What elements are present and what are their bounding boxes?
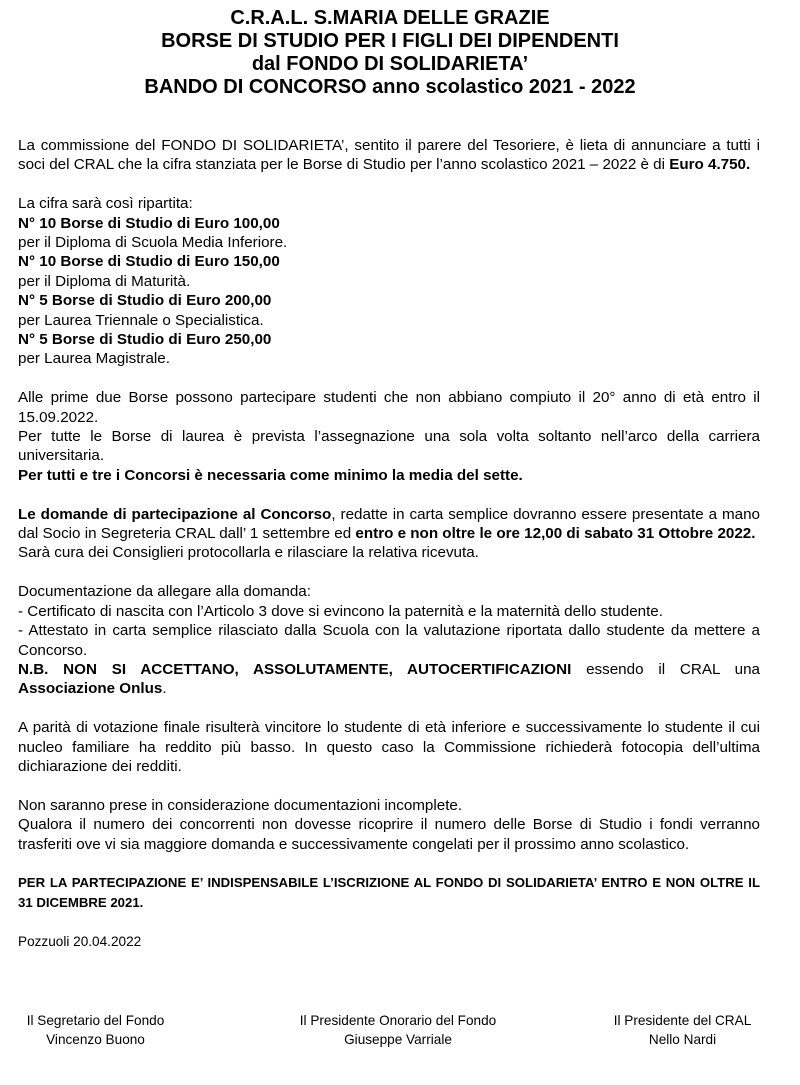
signature-secretary — [18, 1011, 173, 1049]
application-lead: Le domande di partecipazione al Concorso — [18, 505, 332, 523]
signature-role: Il Segretario del Fondo — [26, 1013, 165, 1028]
scholarship-description: per il Diploma di Scuola Media Inferiore. — [18, 234, 288, 252]
scholarship-description: per Laurea Triennale o Specialistica. — [18, 311, 264, 329]
degree-rule: Per tutte le Borse di laurea è prevista l’assegnazione una sola volta soltanto nell’arco della carriera universitaria. — [18, 428, 760, 465]
signature-role: Il Presidente Onorario del Fondo — [299, 1013, 497, 1028]
signature-role: Il Presidente del CRAL — [613, 1013, 752, 1028]
receipt-note: Sarà cura dei Consiglieri protocollarla e rilasciare la relativa ricevuta. — [18, 544, 479, 562]
intro-text: La commissione del FONDO DI SOLIDARIETA’, sentito il parere del Tesoriere, è lieta di annunciare a tutti i soci del CRAL che la cifra stanziata per le Borse di Studio per l’anno scolastico 2021 – 2022 è di — [18, 137, 760, 174]
document-item-school-certificate: - Attestato in carta semplice rilasciato dalla Scuola con la valutazione riportata dallo studente da mettere a Concorso. — [18, 622, 760, 659]
distribution-section — [18, 194, 760, 369]
nb-text: essendo il CRAL una — [571, 660, 760, 678]
documents-heading: Documentazione da allegare alla domanda: — [18, 583, 311, 601]
document-header — [0, 7, 780, 99]
intro-amount: Euro 4.750. — [669, 156, 751, 174]
age-rule: Alle prime due Borse possono partecipare studenti che non abbiano compiuto il 20° anno di età entro il 15.09.2022. — [18, 389, 760, 426]
membership-requirement: PER LA PARTECIPAZIONE E’ INDISPENSABILE L’ISCRIZIONE AL FONDO DI SOLIDARIETA’ ENTRO E NON OLTRE IL 31 DICEMBRE 2021. — [18, 875, 760, 910]
application-paragraph — [18, 505, 760, 544]
scholarship-description: per il Diploma di Maturità. — [18, 272, 191, 290]
signature-name: Giuseppe Varriale — [344, 1032, 452, 1047]
header-organization: C.R.A.L. S.MARIA DELLE GRAZIE — [230, 7, 550, 29]
transfer-note: Qualora il numero dei concorrenti non dovesse ricoprire il numero delle Borse di Studio i fondi verranno trasferiti ove vi sia maggiore domanda e successivamente congelati per il prossimo anno scolastico. — [18, 816, 760, 853]
scholarship-description: per Laurea Magistrale. — [18, 350, 170, 368]
intro-paragraph — [18, 136, 760, 175]
nb-paragraph — [18, 660, 760, 699]
application-deadline: entro e non oltre le ore 12,00 di sabato 31 Ottobre 2022. — [355, 525, 756, 543]
distribution-heading: La cifra sarà così ripartita: — [18, 195, 193, 213]
place-date: Pozzuoli 20.04.2022 — [18, 933, 142, 949]
header-scholarship-title: BORSE DI STUDIO PER I FIGLI DEI DIPENDENTI — [161, 30, 619, 52]
document-body — [18, 136, 760, 951]
scholarship-title: N° 5 Borse di Studio di Euro 250,00 — [18, 331, 272, 349]
document-item-birth-certificate: - Certificato di nascita con l’Articolo 3 dove si evincono la paternità e la maternità dello studente. — [18, 602, 663, 620]
signature-name: Nello Nardi — [648, 1032, 717, 1047]
average-rule: Per tutti e tre i Concorsi è necessaria come minimo la media del sette. — [18, 466, 523, 484]
tie-break-paragraph: A parità di votazione finale risulterà vincitore lo studente di età inferiore e successivamente lo studente il cui nucleo familiare ha reddito più basso. In questo caso la Commissione richiederà fotocopia dell’ultima dichiarazione dei redditi. — [18, 719, 760, 775]
signature-honorary-president — [286, 1011, 510, 1049]
nb-organization: Associazione Onlus — [18, 680, 163, 698]
nb-end: . — [162, 680, 167, 698]
scholarship-title: N° 5 Borse di Studio di Euro 200,00 — [18, 292, 272, 310]
signature-cral-president — [605, 1011, 760, 1049]
application-text: , redatte in carta semplice dovranno essere presentate a mano dal Socio in Segreteria CRAL dall’ 1 settembre ed — [18, 505, 760, 543]
nb-warning: N.B. NON SI ACCETTANO, ASSOLUTAMENTE, AUTOCERTIFICAZIONI — [18, 660, 572, 678]
signature-name: Vincenzo Buono — [46, 1032, 145, 1047]
incomplete-note: Non saranno prese in considerazione documentazioni incomplete. — [18, 796, 463, 814]
header-announcement: BANDO DI CONCORSO anno scolastico 2021 - 2022 — [144, 76, 636, 98]
header-fund: dal FONDO DI SOLIDARIETA’ — [251, 53, 529, 75]
scholarship-title: N° 10 Borse di Studio di Euro 100,00 — [18, 214, 280, 232]
scholarship-title: N° 10 Borse di Studio di Euro 150,00 — [18, 253, 280, 271]
